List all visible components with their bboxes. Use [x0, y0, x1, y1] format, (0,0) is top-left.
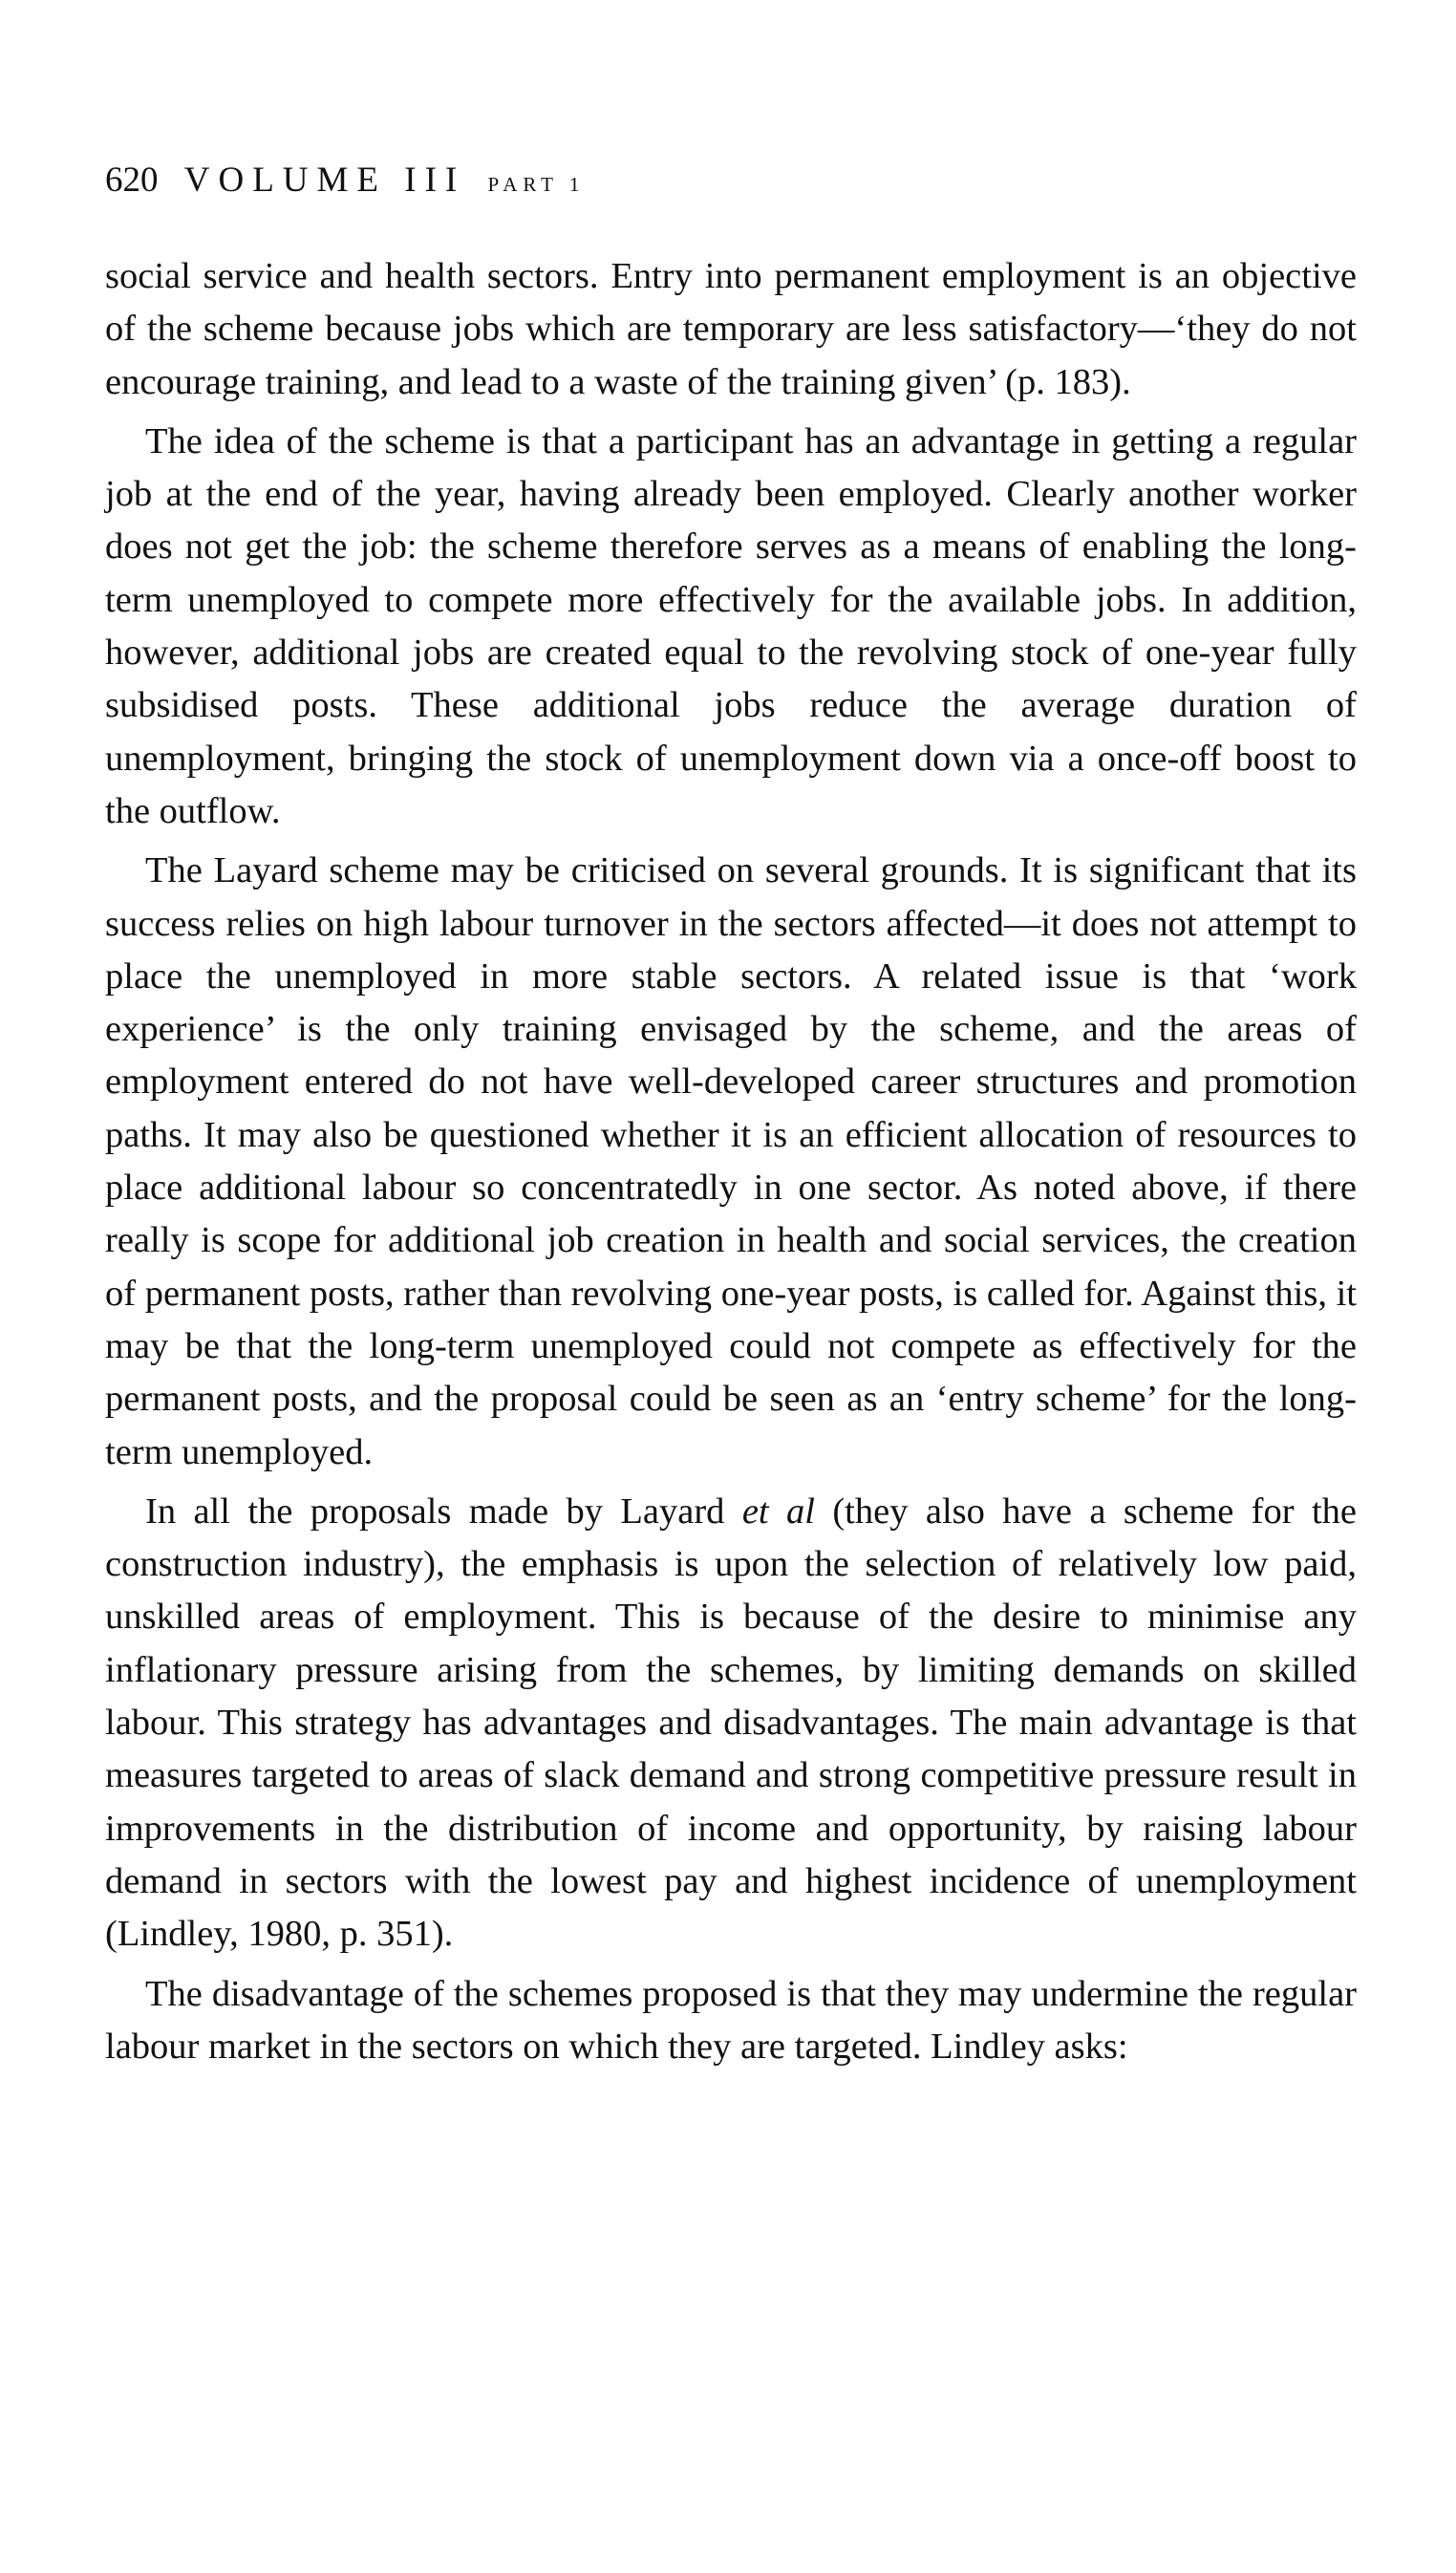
paragraph-disadvantage: The disadvantage of the schemes proposed is that they may undermine the regular labour market in the sectors on which they are targeted. Lindley asks: — [105, 1973, 1357, 2067]
book-page — [105, 162, 1357, 2073]
part-label: PART 1 — [487, 173, 586, 196]
text-run: (they also have a scheme for the construction industry), the emphasis is upon the selection of relatively low paid, unskilled areas of employment. This is because of the desire to minimise any inflationary pressure arising from the schemes, by limiting demands on skilled labour. This strategy has advantages and disadvantages. The main advantage is that measures targeted to areas of slack demand and strong competitive pressure result in improvements in the distribution of income and opportunity, by raising labour demand in sectors with the lowest pay and highest incidence of unemployment (Lindley, 1980, p. 351). — [105, 1490, 1358, 1955]
paragraph-scheme-idea: The idea of the scheme is that a participant has an advantage in getting a regular job at the end of the year, having already been employed. Clearly another worker does not get the job: the scheme therefore serves as a means of enabling the long-term unemployed to compete more effectively for the available jobs. In addition, however, additional jobs are created equal to the revolving stock of one-year fully subsidised posts. These additional jobs reduce the average duration of unemployment, bringing the stock of unemployment down via a once-off boost to the outflow. — [105, 420, 1357, 831]
volume-label: VOLUME III — [183, 161, 466, 200]
running-head — [105, 162, 1357, 198]
text-run: In all the proposals made by Layard — [145, 1490, 742, 1532]
paragraph-continued: social service and health sectors. Entry into permanent employment is an objective of the scheme because jobs which are temporary are less satisfactory—‘they do not encourage training, and lead to a waste of the training given’ (p. 183). — [105, 256, 1357, 402]
paragraph-layard-criticism: The Layard scheme may be criticised on several grounds. It is significant that its success relies on high labour turnover in the sectors affected—it does not attempt to place the unemployed in more stable sectors. A related issue is that ‘work experience’ is the only training envisaged by the scheme, and the areas of employment entered do not have well-developed career structures and promotion paths. It may also be questioned whether it is an efficient allocation of resources to place additional labour so concentratedly in one sector. As noted above, if there really is scope for additional job creation in health and social services, the creation of permanent posts, rather than revolving one-year posts, is called for. Against this, it may be that the long-term unemployed could not compete as effectively for the permanent posts, and the proposal could be seen as an ‘entry scheme’ for the long-term unemployed. — [105, 850, 1357, 1472]
body-text — [105, 250, 1357, 2073]
italic-text-run: et al — [741, 1490, 815, 1532]
page-number: 620 — [105, 161, 159, 200]
paragraph-layard-proposals — [105, 1486, 1357, 1962]
